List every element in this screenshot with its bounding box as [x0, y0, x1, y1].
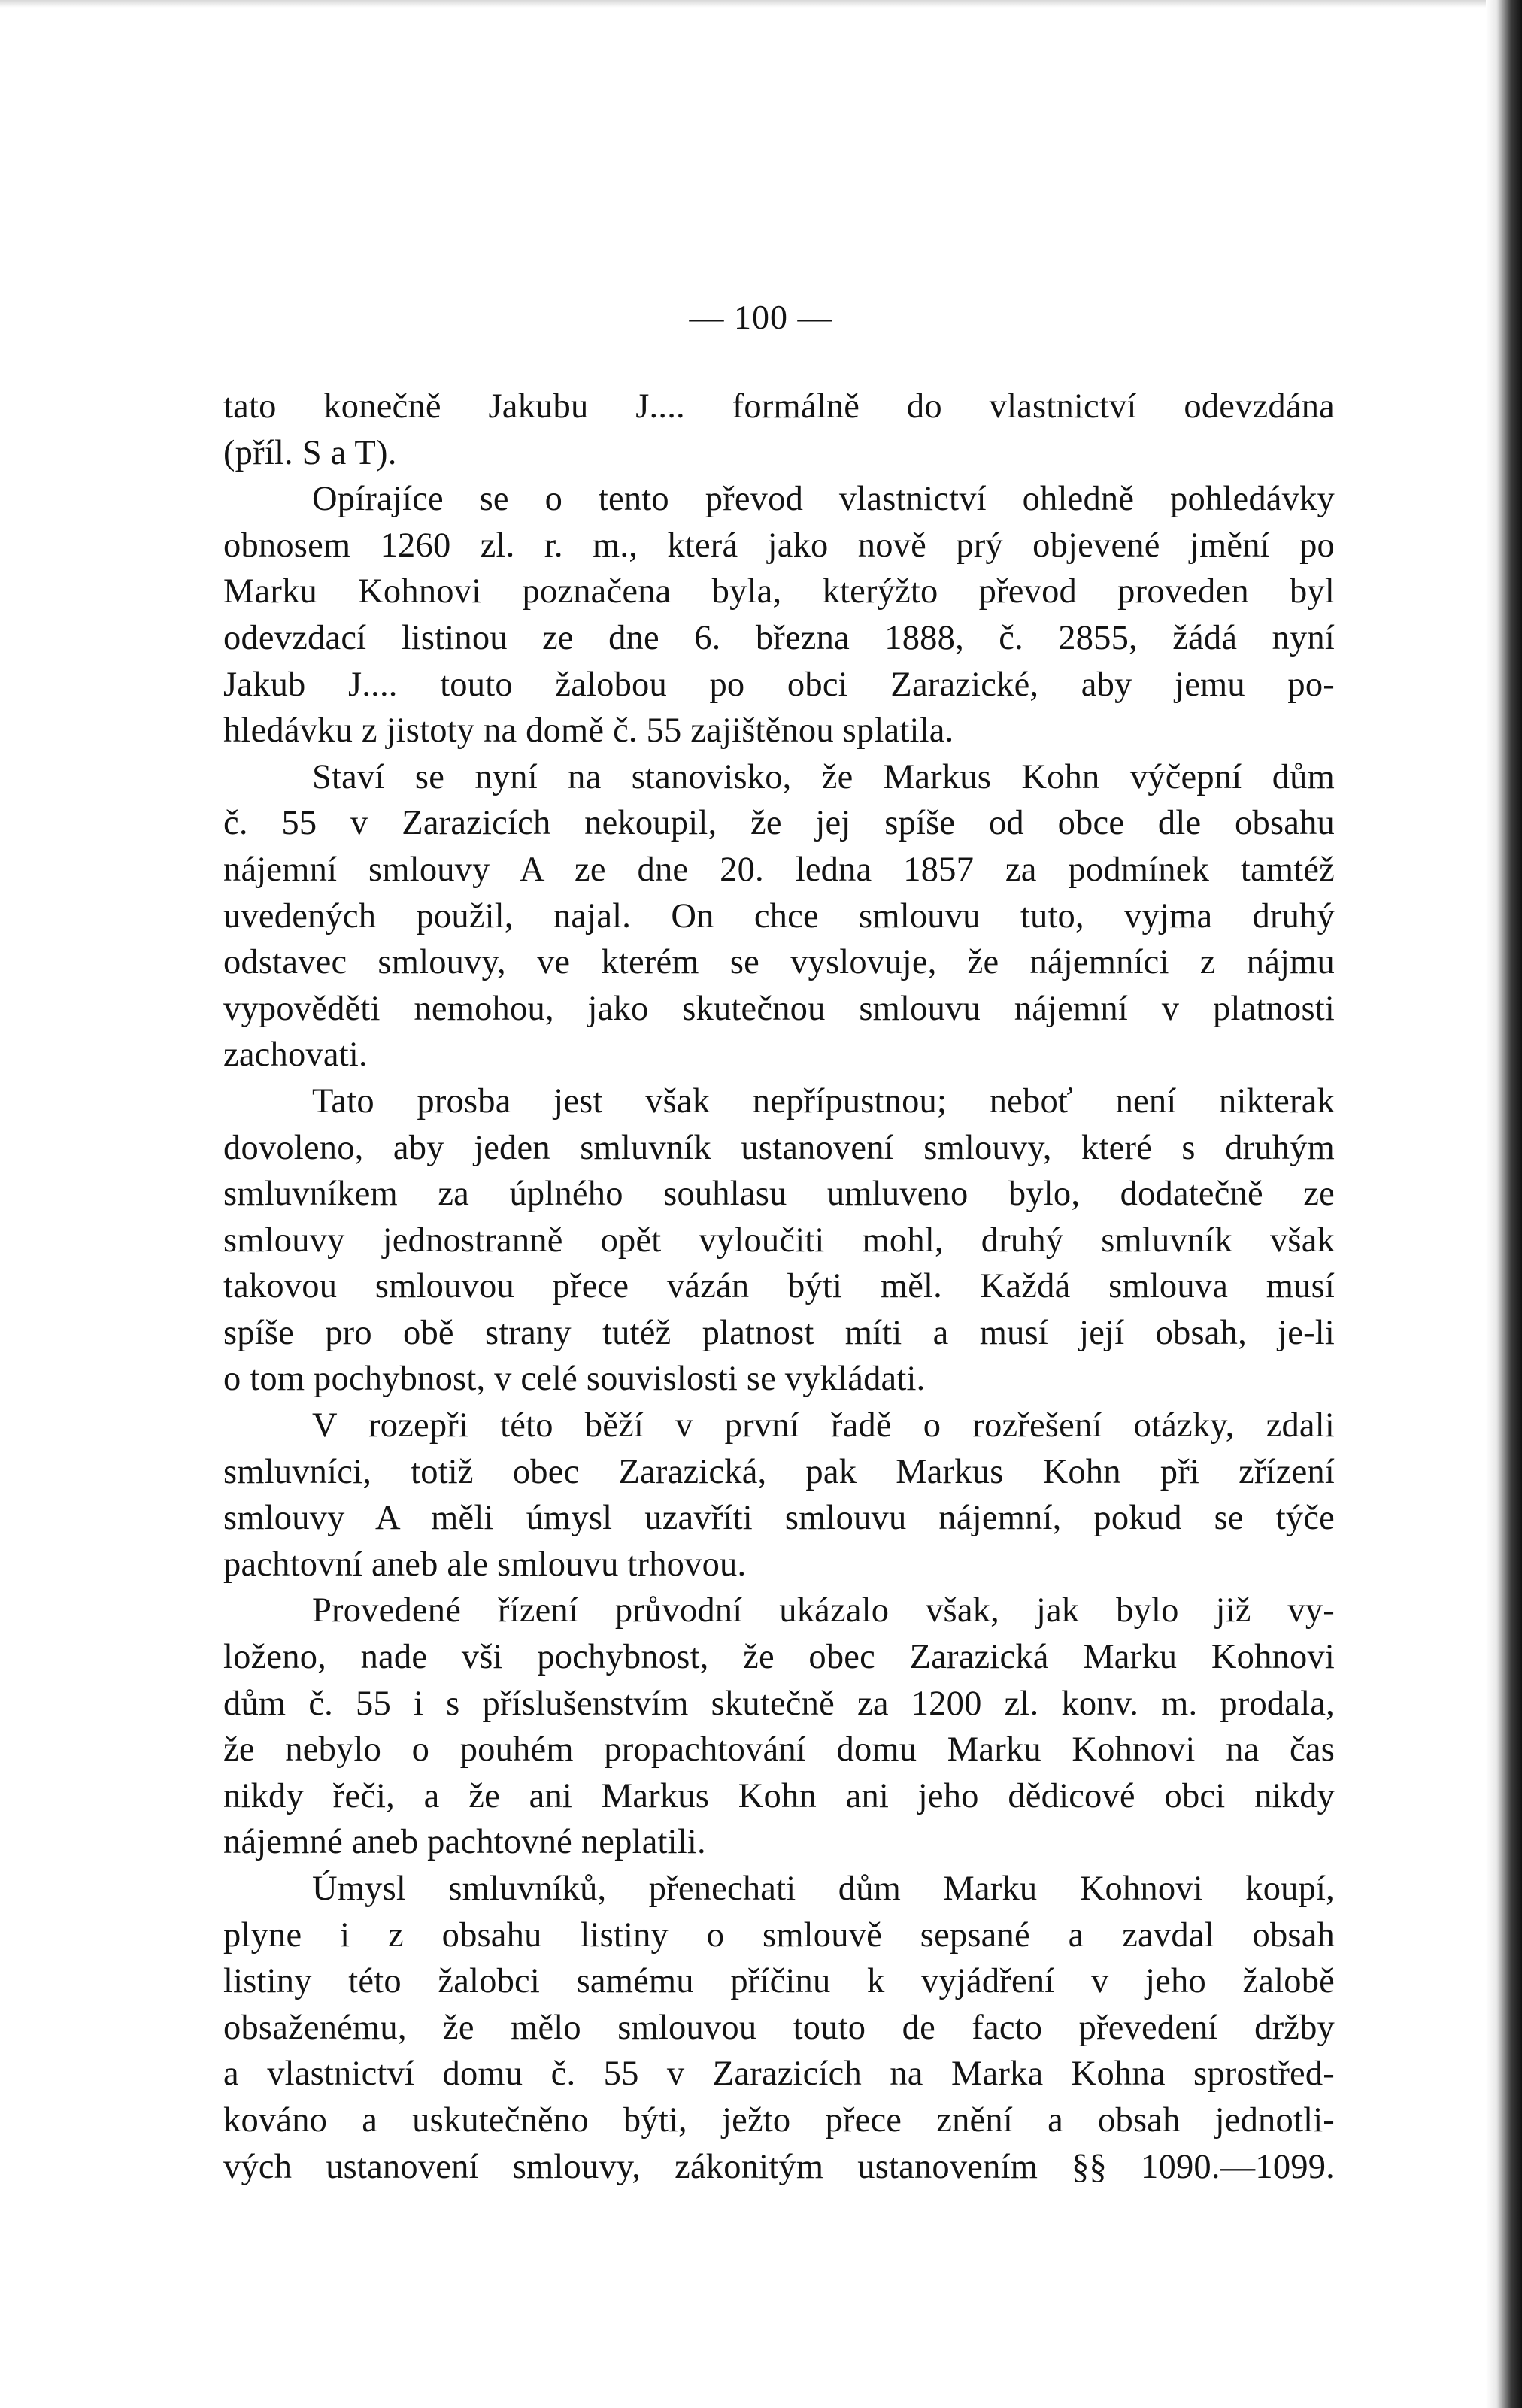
text-line: spíše pro obě strany tutéž platnost míti a musí její obsah, je-li — [223, 1313, 1335, 1352]
text-line: loženo, nade vši pochybnost, že obec Zarazická Marku Kohnovi — [223, 1638, 1335, 1677]
text-line: Marku Kohnovi poznačena byla, kterýžto převod proveden byl — [223, 572, 1335, 611]
text-line: kováno a uskutečněno býti, ježto přece znění a obsah jednotli- — [223, 2100, 1335, 2140]
scan-edge-top — [0, 0, 1522, 8]
text-line: smluvníkem za úplného souhlasu umluveno bylo, dodatečně ze — [223, 1175, 1335, 1214]
text-line: odevzdací listinou ze dne 6. března 1888, č. 2855, žádá nyní — [223, 618, 1335, 657]
text-line: nájemné aneb pachtovné neplatili. — [223, 1823, 706, 1862]
text-line: nájemní smlouvy A ze dne 20. ledna 1857 za podmínek tamtéž — [223, 850, 1335, 889]
text-line: Provedené řízení průvodní ukázalo však, jak bylo již vy- — [312, 1591, 1335, 1630]
text-line: pachtovní aneb ale smlouvu trhovou. — [223, 1545, 747, 1584]
text-line: smlouvy jednostranně opět vyloučiti mohl, druhý smluvník však — [223, 1221, 1335, 1260]
text-line: že nebylo o pouhém propachtování domu Marku Kohnovi na čas — [223, 1730, 1335, 1770]
text-line: tato konečně Jakubu J.... formálně do vlastnictví odevzdána — [223, 387, 1335, 426]
text-line: odstavec smlouvy, ve kterém se vyslovuje, že nájemníci z nájmu — [223, 943, 1335, 982]
text-line: dům č. 55 i s příslušenstvím skutečně za 1200 zl. konv. m. prodala, — [223, 1684, 1335, 1723]
text-line: vypověděti nemohou, jako skutečnou smlouvu nájemní v platnosti — [223, 989, 1335, 1028]
text-line: o tom pochybnost, v celé souvislosti se vykládati. — [223, 1360, 926, 1399]
text-line: Tato prosba jest však nepřípustnou; neboť není nikterak — [312, 1081, 1335, 1121]
text-line: (příl. S a T). — [223, 433, 397, 472]
text-line: Jakub J.... touto žalobou po obci Zarazické, aby jemu po- — [223, 665, 1335, 704]
text-line: zachovati. — [223, 1036, 368, 1075]
text-line: smlouvy A měli úmysl uzavříti smlouvu nájemní, pokud se týče — [223, 1499, 1335, 1538]
text-line: takovou smlouvou přece vázán býti měl. Každá smlouva musí — [223, 1267, 1335, 1306]
page-number: — 100 — — [689, 298, 833, 336]
body-text — [223, 384, 1335, 2190]
text-line: hledávku z jistoty na domě č. 55 zajištěnou splatila. — [223, 711, 954, 751]
scan-edge-right — [1486, 0, 1522, 2408]
text-line: nikdy řeči, a že ani Markus Kohn ani jeho dědicové obci nikdy — [223, 1776, 1335, 1815]
text-line: vých ustanovení smlouvy, zákonitým ustanovením §§ 1090.—1099. — [223, 2147, 1335, 2186]
text-line: Staví se nyní na stanovisko, že Markus Kohn výčepní dům — [312, 757, 1335, 796]
text-line: uvedených použil, najal. On chce smlouvu tuto, vyjma druhý — [223, 896, 1335, 936]
text-line: obnosem 1260 zl. r. m., která jako nově prý objevené jmění po — [223, 526, 1335, 565]
text-line: plyne i z obsahu listiny o smlouvě sepsané a zavdal obsah — [223, 1915, 1335, 1955]
text-line: Opírajíce se o tento převod vlastnictví ohledně pohledávky — [312, 480, 1335, 519]
text-line: a vlastnictví domu č. 55 v Zarazicích na Marka Kohna sprostřed- — [223, 2055, 1335, 2094]
text-line: smluvníci, totiž obec Zarazická, pak Markus Kohn při zřízení — [223, 1452, 1335, 1491]
text-line: listiny této žalobci samému příčinu k vyjádření v jeho žalobě — [223, 1962, 1335, 2001]
text-line: V rozepři této běží v první řadě o rozřešení otázky, zdali — [312, 1406, 1335, 1445]
text-line: obsaženému, že mělo smlouvou touto de facto převedení držby — [223, 2008, 1335, 2047]
text-line: Úmysl smluvníků, přenechati dům Marku Kohnovi koupí, — [312, 1870, 1335, 1908]
text-line: č. 55 v Zarazicích nekoupil, že jej spíše od obce dle obsahu — [223, 804, 1335, 843]
text-line: dovoleno, aby jeden smluvník ustanovení smlouvy, které s druhým — [223, 1128, 1335, 1167]
